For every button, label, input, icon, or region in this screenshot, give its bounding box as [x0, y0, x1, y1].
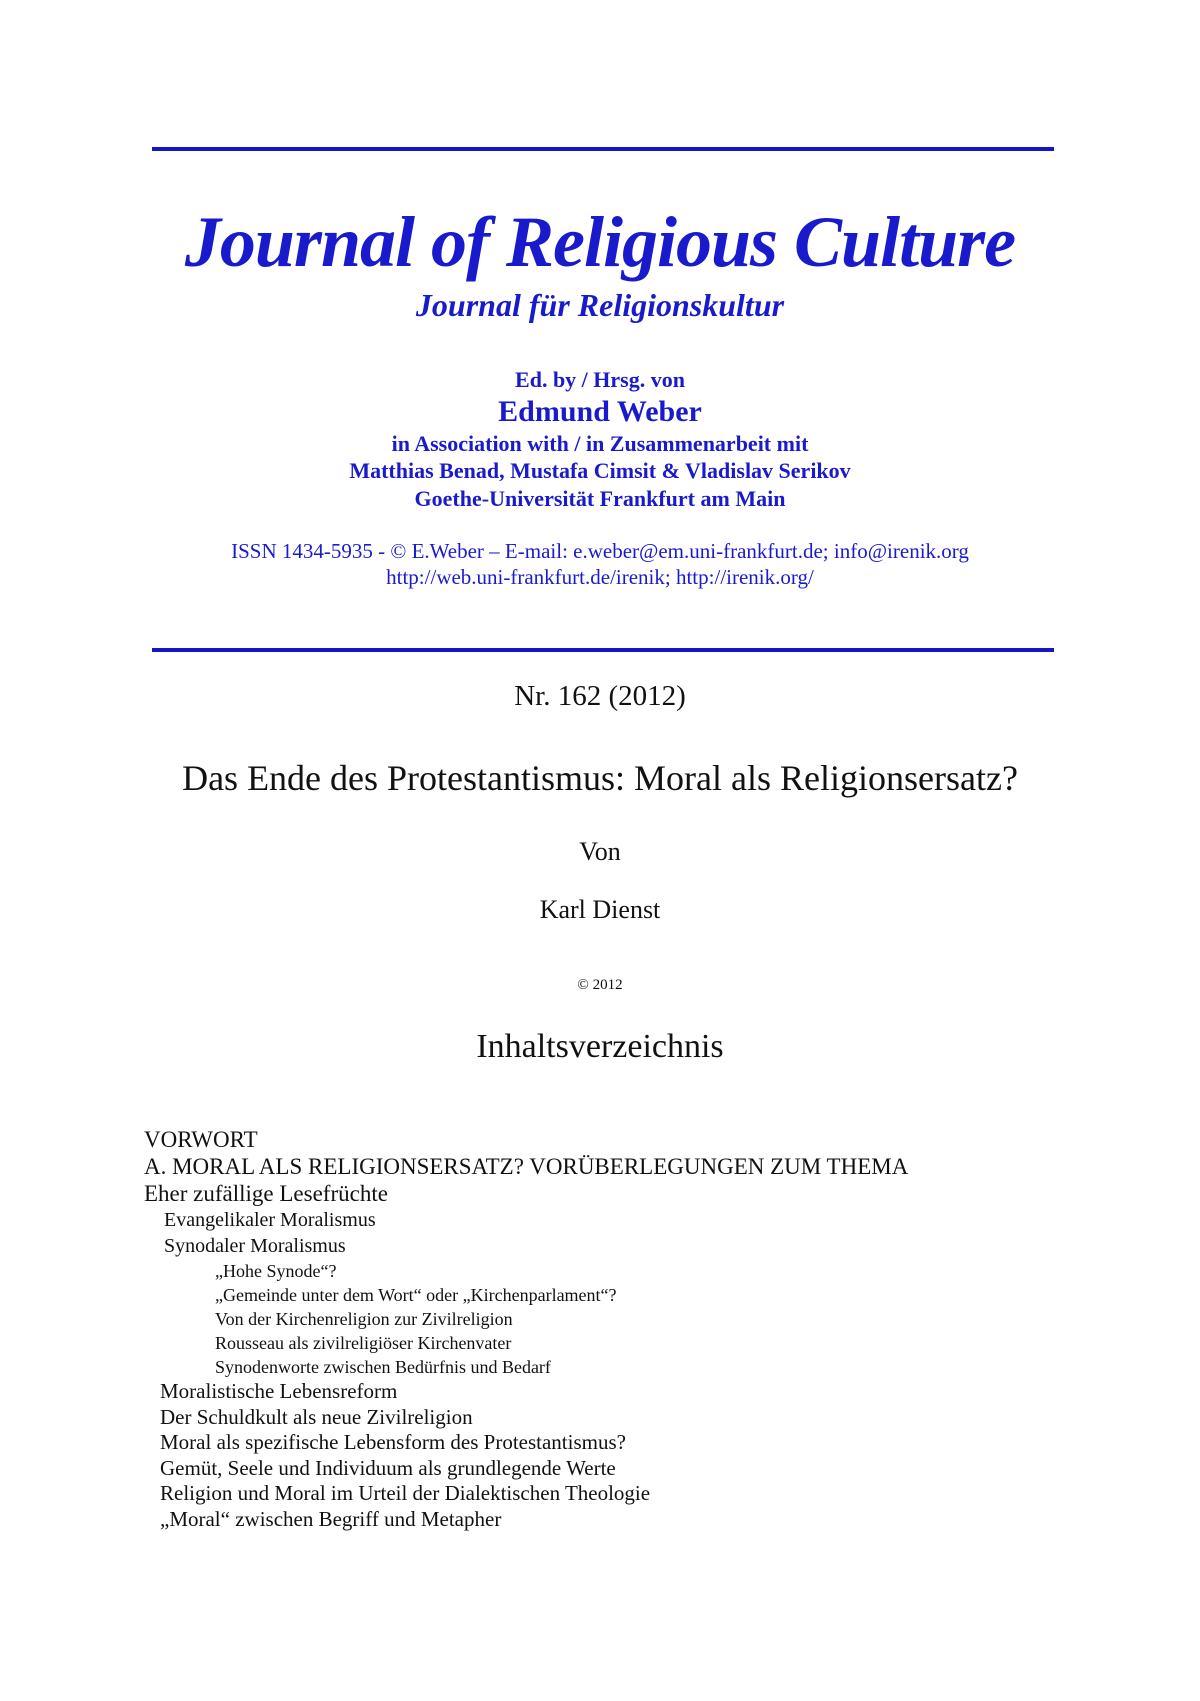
university: Goethe-Universität Frankfurt am Main — [414, 486, 786, 511]
author-name: Karl Dienst — [539, 895, 661, 924]
table-of-contents — [0, 1126, 1200, 1532]
toc-entry: A. MORAL ALS RELIGIONSERSATZ? VORÜBERLEGUNGEN ZUM THEMA — [144, 1154, 909, 1179]
toc-entry: „Gemeinde unter dem Wort“ oder „Kirchenparlament“? — [215, 1285, 617, 1305]
toc-entry: Rousseau als zivilreligiöser Kirchenvater — [215, 1333, 512, 1353]
toc-entry: Der Schuldkult als neue Zivilreligion — [160, 1404, 473, 1429]
edited-by-label: Ed. by / Hrsg. von — [515, 367, 685, 392]
header-bottom-rule — [152, 648, 1054, 652]
toc-entry: Moralistische Lebensreform — [160, 1379, 398, 1403]
copyright-notice: © 2012 — [577, 977, 623, 993]
toc-heading: Inhaltsverzeichnis — [476, 1028, 724, 1065]
toc-entry: Religion und Moral im Urteil der Dialektischen Theologie — [160, 1481, 651, 1505]
association-label: in Association with / in Zusammenarbeit mit — [391, 431, 809, 456]
journal-subtitle: Journal für Religionskultur — [415, 287, 785, 323]
header-top-rule — [152, 147, 1054, 151]
by-label: Von — [579, 837, 621, 866]
toc-entry: Evangelikaler Moralismus — [164, 1209, 376, 1231]
toc-entry: Eher zufällige Lesefrüchte — [144, 1181, 388, 1206]
toc-entry: Moral als spezifische Lebensform des Protestantismus? — [160, 1430, 626, 1454]
issn-contact-line: ISSN 1434-5935 - © E.Weber – E-mail: e.weber@em.uni-frankfurt.de; info@irenik.org — [231, 539, 969, 563]
editor-name: Edmund Weber — [498, 395, 702, 428]
toc-entry: Gemüt, Seele und Individuum als grundlegende Werte — [160, 1455, 616, 1480]
article-title: Das Ende des Protestantismus: Moral als Religionsersatz? — [182, 758, 1018, 798]
issue-number: Nr. 162 (2012) — [514, 680, 686, 712]
toc-entry: „Moral“ zwischen Begriff und Metapher — [160, 1506, 502, 1531]
toc-entry: Synodenworte zwischen Bedürfnis und Bedarf — [215, 1357, 551, 1377]
toc-entry: VORWORT — [144, 1127, 258, 1152]
website-line: http://web.uni-frankfurt.de/irenik; http://irenik.org/ — [386, 565, 814, 589]
toc-entry: Von der Kirchenreligion zur Zivilreligion — [215, 1309, 513, 1329]
journal-title: Journal of Religious Culture — [184, 202, 1016, 282]
toc-entry: „Hohe Synode“? — [215, 1261, 337, 1281]
collaborators: Matthias Benad, Mustafa Cimsit & Vladislav Serikov — [349, 458, 851, 483]
toc-entry: Synodaler Moralismus — [164, 1235, 346, 1257]
